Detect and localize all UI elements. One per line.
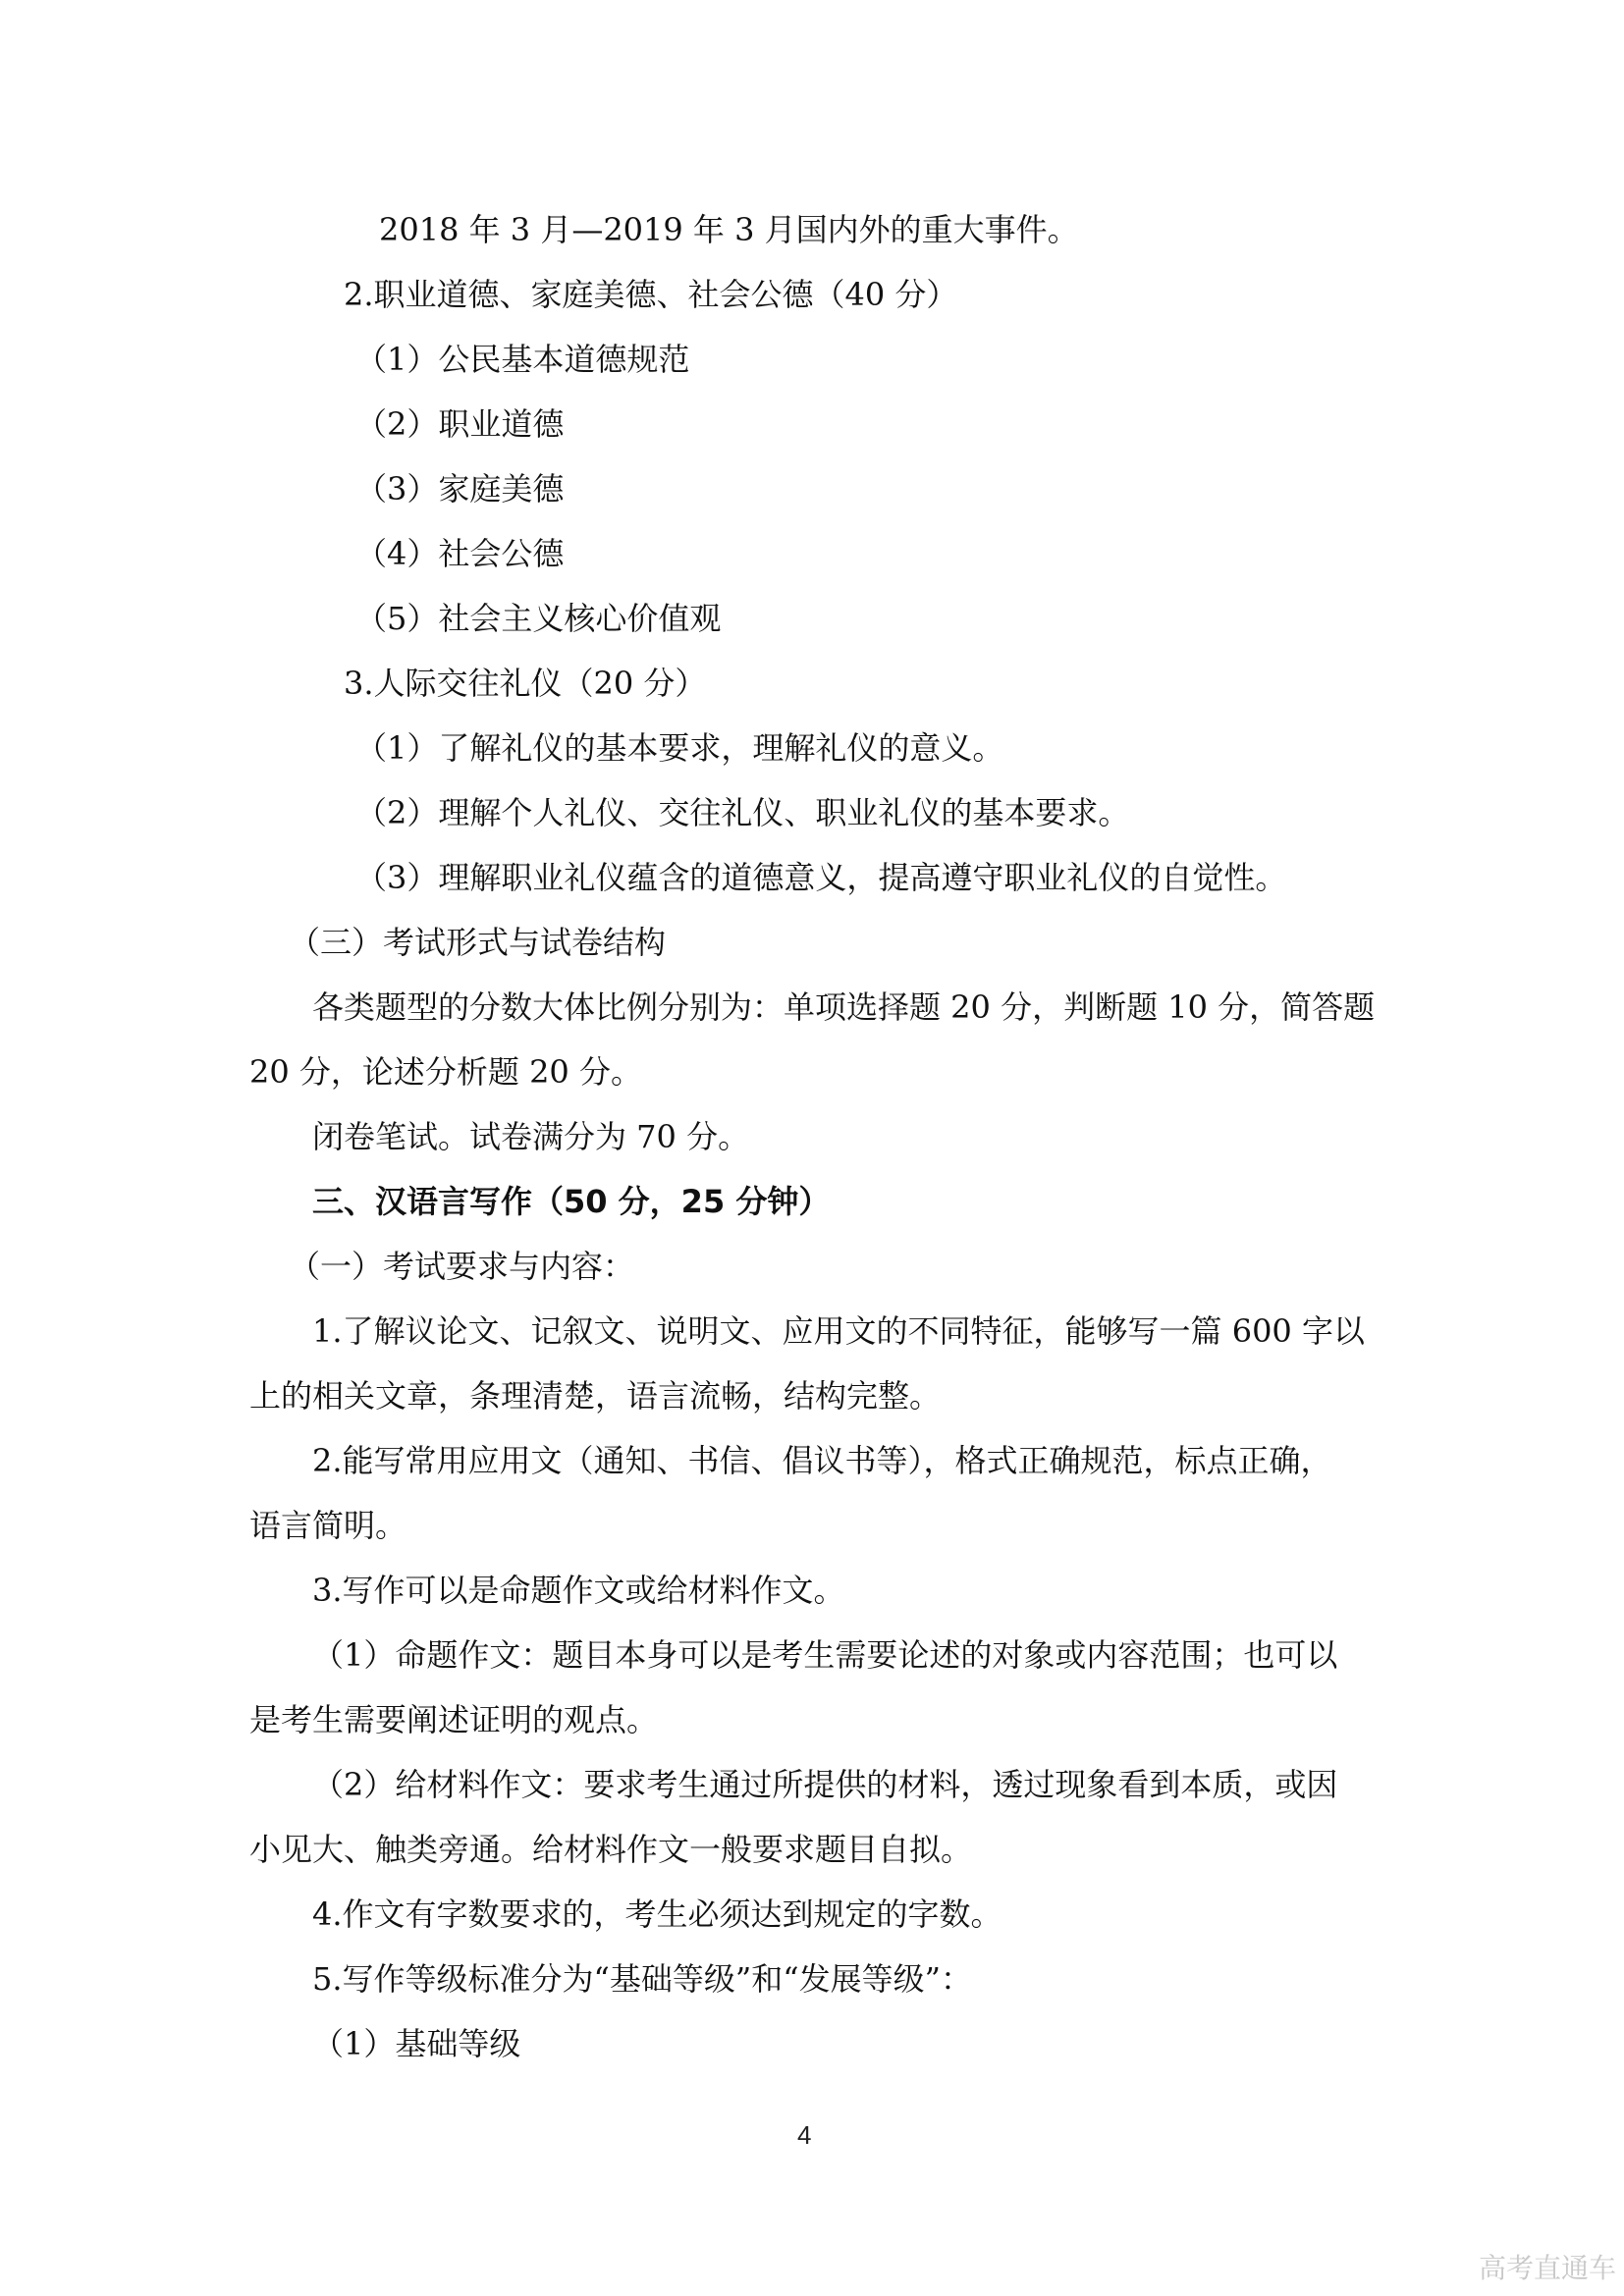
text-line: 20 分，论述分析题 20 分。	[249, 1053, 642, 1091]
text-line: （5）社会主义核心价值观	[355, 600, 722, 637]
text-line: （1）了解礼仪的基本要求，理解礼仪的意义。	[355, 729, 1004, 767]
text-line: （1）公民基本道德规范	[355, 341, 690, 378]
text-line: 5.写作等级标准分为“基础等级”和“发展等级”：	[312, 1960, 972, 1998]
text-line: （1）基础等级	[312, 2025, 521, 2062]
text-line: 各类题型的分数大体比例分别为：单项选择题 20 分，判断题 10 分，简答题	[312, 988, 1376, 1026]
text-line: （2）给材料作文：要求考生通过所提供的材料，透过现象看到本质，或因	[312, 1766, 1338, 1803]
watermark: 高考直通车	[1478, 2252, 1616, 2284]
text-line: （1）命题作文：题目本身可以是考生需要论述的对象或内容范围；也可以	[312, 1636, 1338, 1674]
text-line: 3.人际交往礼仪（20 分）	[344, 665, 707, 702]
page-number: 4	[797, 2120, 812, 2150]
text-line: 是考生需要阐述证明的观点。	[249, 1701, 659, 1738]
text-line: 语言简明。	[249, 1507, 407, 1544]
text-line: 2.能写常用应用文（通知、书信、倡议书等），格式正确规范，标点正确，	[312, 1442, 1332, 1479]
section-heading: 三、汉语言写作（50 分，25 分钟）	[312, 1183, 831, 1220]
text-line: 2.职业道德、家庭美德、社会公德（40 分）	[344, 276, 958, 313]
text-line: （2）职业道德	[355, 405, 565, 443]
text-line: （一）考试要求与内容：	[289, 1248, 635, 1285]
text-line: 2018 年 3 月—2019 年 3 月国内外的重大事件。	[379, 211, 1079, 248]
text-line: （3）家庭美德	[355, 470, 565, 507]
text-line: （三）考试形式与试卷结构	[289, 924, 667, 961]
text-line: 3.写作可以是命题作文或给材料作文。	[312, 1572, 845, 1609]
text-line: 闭卷笔试。试卷满分为 70 分。	[312, 1118, 750, 1155]
text-line: 4.作文有字数要求的，考生必须达到规定的字数。	[312, 1896, 1002, 1933]
text-line: 上的相关文章，条理清楚，语言流畅，结构完整。	[249, 1377, 942, 1415]
text-line: （2）理解个人礼仪、交往礼仪、职业礼仪的基本要求。	[355, 794, 1130, 831]
text-line: （3）理解职业礼仪蕴含的道德意义，提高遵守职业礼仪的自觉性。	[355, 859, 1287, 896]
text-line: 1.了解议论文、记叙文、说明文、应用文的不同特征，能够写一篇 600 字以	[312, 1312, 1365, 1350]
text-line: 小见大、触类旁通。给材料作文一般要求题目自拟。	[249, 1831, 973, 1868]
text-line: （4）社会公德	[355, 535, 565, 572]
